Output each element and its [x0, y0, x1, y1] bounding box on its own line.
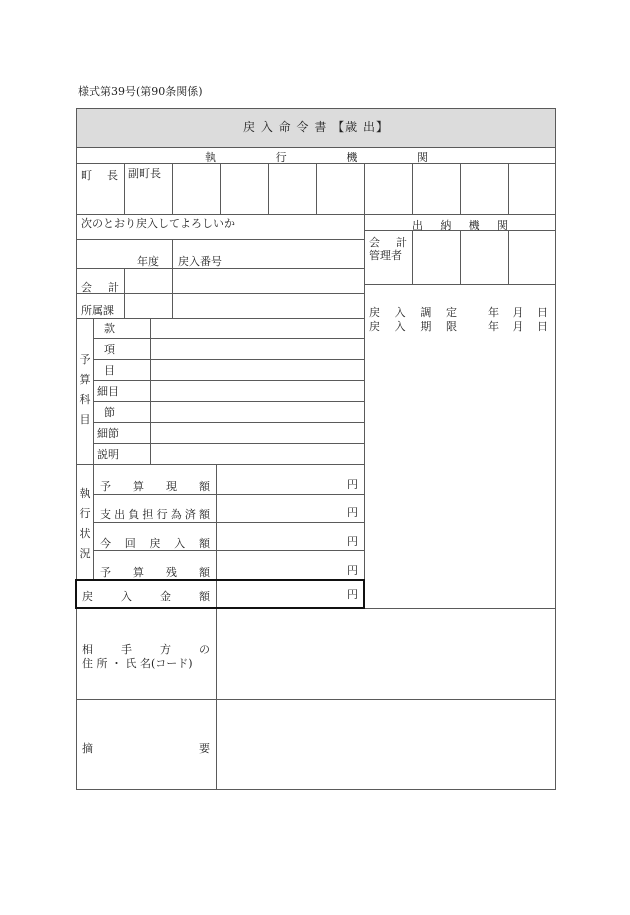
form-title: 戻 入 命 令 書 【歳 出】 — [243, 120, 389, 134]
budget-row-setsu: 節 — [104, 406, 115, 419]
accounting-label: 会 計 — [81, 281, 119, 294]
deadline-date-fields: 年 月 日 — [488, 320, 548, 333]
treasury-heading: 出 納 機 関 — [412, 219, 508, 232]
budget-row-kan: 款 — [104, 322, 115, 335]
unit-yen: 円 — [347, 506, 358, 519]
budget-row-saisetsu: 細節 — [97, 427, 119, 440]
budget-row-setsumei: 説明 — [97, 448, 119, 461]
budget-row-kou: 項 — [104, 343, 115, 356]
accounting-manager-line1: 会 計 — [369, 236, 407, 249]
status-row-this-return: 今 回 戻 入 額 — [100, 537, 210, 550]
budget-row-saimoku: 細目 — [97, 385, 119, 398]
unit-yen: 円 — [347, 535, 358, 548]
deputy-mayor-label: 副町長 — [128, 167, 161, 180]
counterparty-label-line1: 相 手 方 の — [82, 643, 210, 656]
unit-yen: 円 — [347, 478, 358, 491]
adjustment-date-fields: 年 月 日 — [488, 306, 548, 319]
year-label: 年度 — [137, 255, 159, 268]
form-number: 様式第39号(第90条関係) — [78, 85, 203, 98]
unit-yen: 円 — [347, 564, 358, 577]
return-number-label: 戻入番号 — [178, 255, 222, 268]
summary-label: 摘 要 — [82, 742, 210, 755]
return-amount-label: 戻 入 金 額 — [82, 590, 210, 603]
budget-row-moku: 目 — [104, 364, 115, 377]
return-amount-unit: 円 — [347, 588, 358, 601]
execution-agency-heading: 執 行 機 関 — [205, 151, 428, 164]
status-row-committed: 支 出 負 担 行 為 済 額 — [100, 508, 210, 521]
budget-subject-label: 予 算 科 目 — [79, 353, 91, 426]
execution-status-label: 執 行 状 況 — [79, 487, 91, 560]
deadline-date-label: 戻 入 期 限 — [369, 320, 457, 333]
status-row-budget-current: 予 算 現 額 — [100, 480, 210, 493]
adjustment-date-label: 戻 入 調 定 — [369, 306, 457, 319]
mayor-label: 町 長 — [81, 169, 118, 182]
request-text: 次のとおり戻入してよろしいか — [81, 217, 235, 230]
accounting-manager-line2: 管理者 — [369, 249, 402, 262]
counterparty-label-line2: 住 所 ・ 氏 名(コード) — [82, 657, 193, 670]
status-row-budget-remaining: 予 算 残 額 — [100, 566, 210, 579]
department-label: 所属課 — [81, 304, 114, 317]
